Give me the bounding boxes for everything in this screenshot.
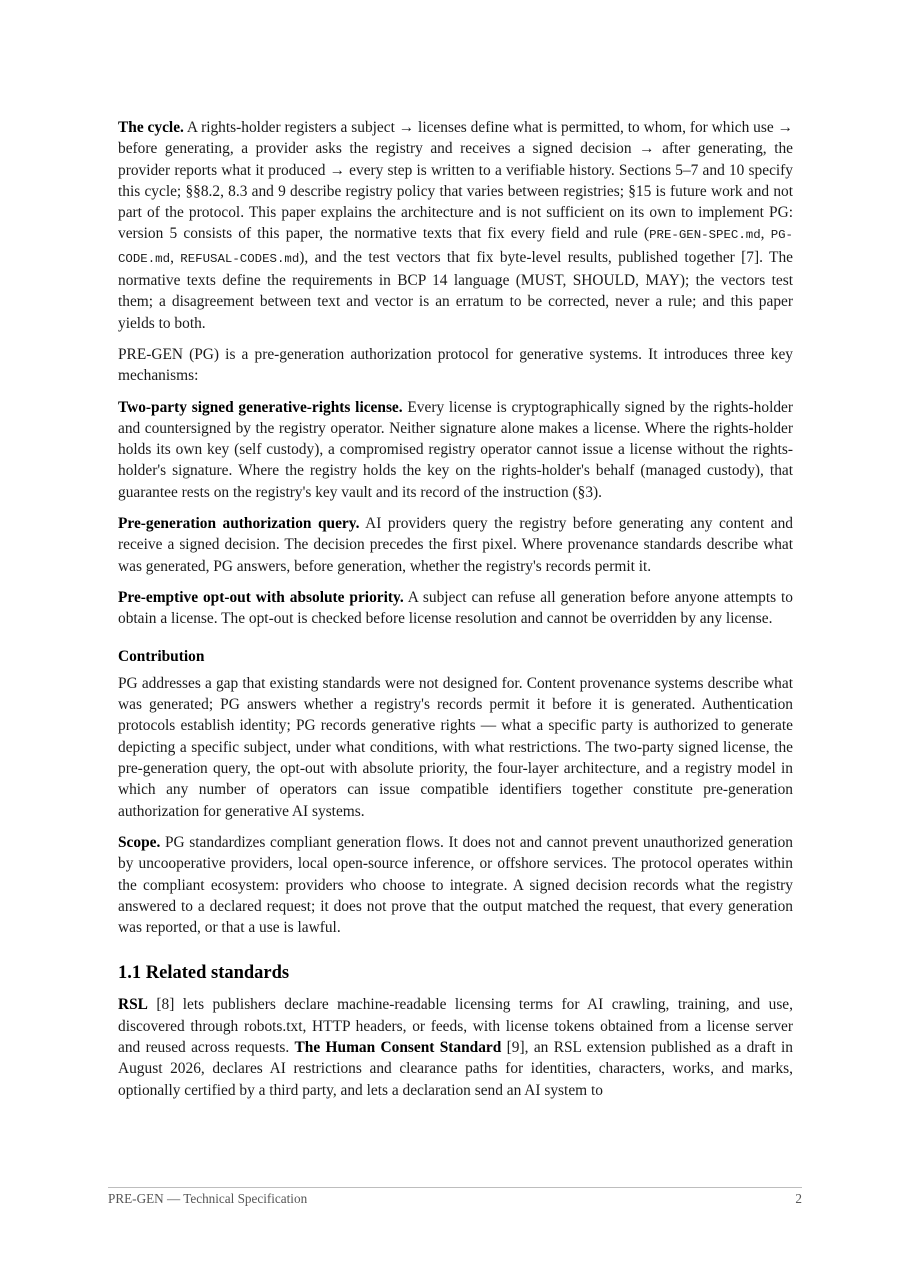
related-standards-heading: 1.1 Related standards bbox=[118, 963, 290, 984]
page-body bbox=[118, 117, 793, 1111]
cycle-lead: The cycle. bbox=[118, 119, 184, 136]
page-number: 2 bbox=[795, 1191, 802, 1206]
code-filename: PG-CODE.md bbox=[118, 228, 793, 266]
refusal-filename: REFUSAL-CODES.md bbox=[180, 251, 300, 266]
mechanism-license: Two-party signed generative-rights license. Every license is cryptographically signed by the rights-holder and countersigned by the registry operator. Neither signature alone makes a license. Where the rights-holder holds its own key (self custody), a compromised registry operator cannot issue a license without the rights-holder's signature. Where the registry holds the key on the rights-holder's behalf (managed custody), that guarantee rests on the registry's key vault and its record of the instruction (§3). bbox=[118, 398, 793, 501]
mechanism-query: Pre-generation authorization query. AI providers query the registry before generating any content and receive a signed decision. The decision precedes the first pixel. Where provenance standards describe what was generated, PG answers, before generation, whether the registry's records permit it. bbox=[118, 515, 793, 575]
footer-rule bbox=[108, 1187, 802, 1188]
intro-paragraph: PRE-GEN (PG) is a pre-generation authorization protocol for generative systems. It introduces three key mechanisms: bbox=[118, 345, 793, 385]
contribution-paragraph: PG addresses a gap that existing standards were not designed for. Content provenance systems describe what was generated; PG answers whether a registry's records permit it before it is generated. Authentication protocols establish identity; PG records generative rights — what a specific party is authorized to generate depicting a specific subject, under what conditions, with what restrictions. The two-party signed license, the pre-generation query, the opt-out with absolute priority, the four-layer architecture, and a registry model in which any number of operators can issue compatible identifiers together constitute pre-generation authorization for generative AI systems. bbox=[118, 674, 793, 820]
related-paragraph: RSL [8] lets publishers declare machine-readable licensing terms for AI crawling, training, and use, discovered through robots.txt, HTTP headers, or feeds, with license tokens obtained from a license server and reused across requests. The Human Consent Standard [9], an RSL extension published as a draft in August 2026, declares AI restrictions and clearance paths for identities, characters, works, and marks, optionally certified by a third party, and lets a declaration send an AI system to bbox=[118, 996, 793, 1099]
cycle-paragraph: The cycle. A rights-holder registers a subject → licenses define what is permitted, to whom, for which use → before generating, a provider asks the registry and receives a signed decision → after generating, the provider reports what it produced → every step is written to a verifiable history. Sections 5–7 and 10 specify this cycle; §§8.2, 8.3 and 9 describe registry policy that varies between registries; §15 is future work and not part of the protocol. This paper explains the architecture and is not sufficient on its own to implement PG: version 5 consists of this paper, the normative texts that fix every field and rule (PRE-GEN-SPEC.md, PG-CODE.md, REFUSAL-CODES.md), and the test vectors that fix byte-level results, published together [7]. The normative texts define the requirements in BCP 14 language (MUST, SHOULD, MAY); the vectors test them; a disagreement between text and vector is an erratum to be corrected, never a rule; and this paper yields to both. bbox=[118, 119, 793, 332]
footer-title: PRE-GEN — Technical Specification bbox=[108, 1191, 308, 1206]
contribution-heading: Contribution bbox=[118, 647, 205, 665]
scope-paragraph: Scope. PG standardizes compliant generation flows. It does not and cannot prevent unauthorized generation by uncooperative providers, local open-source inference, or offshore services. The protocol operates within the compliant ecosystem: providers who choose to integrate. A signed decision records what the registry answered to a declared request; it does not prove that the output matched the request, that every generation was reported, or that a use is lawful. bbox=[118, 833, 793, 937]
spec-filename: PRE-GEN-SPEC.md bbox=[649, 228, 761, 243]
page-footer bbox=[108, 1191, 802, 1207]
mechanism-optout: Pre-emptive opt-out with absolute priority. A subject can refuse all generation before anyone attempts to obtain a license. The opt-out is checked before license resolution and cannot be overridden by any license. bbox=[118, 588, 793, 628]
